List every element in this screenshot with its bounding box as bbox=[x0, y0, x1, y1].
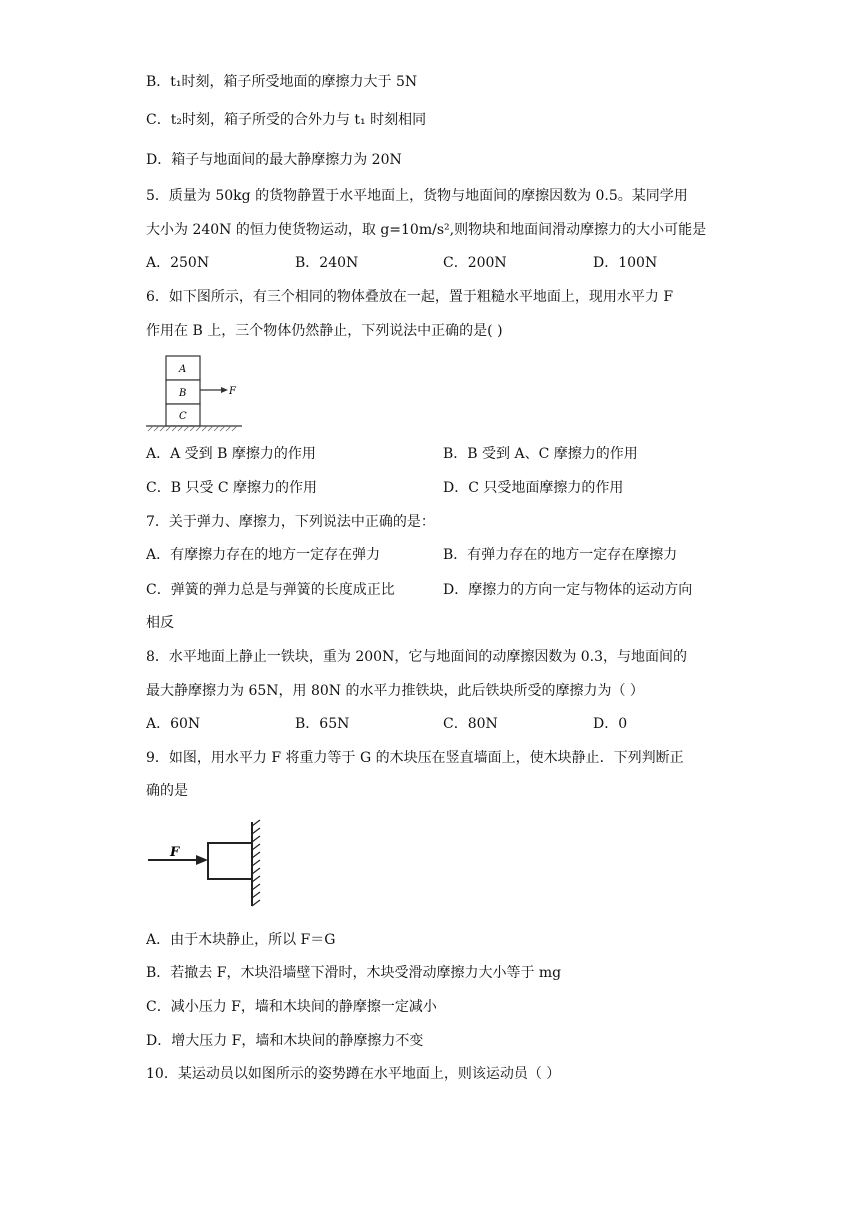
q8-option-a: A．60N bbox=[146, 716, 201, 732]
block-b-label: B bbox=[179, 388, 187, 399]
q9-option-d: D．增大压力 F，墙和木块间的静摩擦力不变 bbox=[146, 1033, 424, 1049]
q4-option-d: D．箱子与地面间的最大静摩擦力为 20N bbox=[146, 152, 402, 168]
q7-stem: 7．关于弹力、摩擦力，下列说法中正确的是： bbox=[146, 514, 435, 530]
block-c-label: C bbox=[179, 411, 187, 422]
q8-option-b: B．65N bbox=[295, 716, 350, 732]
q6-option-a: A．A 受到 B 摩擦力的作用 bbox=[146, 446, 316, 462]
q9-option-a: A．由于木块静止，所以 F＝G bbox=[146, 932, 336, 948]
q6-option-d: D．C 只受地面摩擦力的作用 bbox=[443, 480, 624, 496]
q6-option-c: C．B 只受 C 摩擦力的作用 bbox=[146, 480, 318, 496]
q5-option-b: B．240N bbox=[295, 255, 359, 271]
q6-stem-line1: 6．如下图所示，有三个相同的物体叠放在一起，置于粗糙水平地面上，现用水平力 F bbox=[146, 289, 674, 305]
q10-stem: 10．某运动员以如图所示的姿势蹲在水平地面上，则该运动员（ ） bbox=[146, 1066, 561, 1082]
q4-option-b: B．t₁时刻，箱子所受地面的摩擦力大于 5N bbox=[146, 74, 418, 90]
wall-hatching bbox=[252, 820, 260, 906]
q7-option-a: A．有摩擦力存在的地方一定存在弹力 bbox=[146, 547, 381, 563]
q5-stem-line1: 5．质量为 50kg 的货物静置于水平地面上，货物与地面间的摩擦因数为 0.5。某同学用 bbox=[146, 188, 688, 204]
force-f-label: F bbox=[170, 845, 180, 860]
q9-stem-line2: 确的是 bbox=[146, 783, 188, 799]
block-against-wall-figure bbox=[146, 818, 270, 910]
wooden-block bbox=[208, 843, 252, 879]
q8-stem-line2: 最大静摩擦力为 65N，用 80N 的水平力推铁块，此后铁块所受的摩擦力为（ ） bbox=[146, 683, 644, 699]
q7-option-d-continuation: 相反 bbox=[146, 615, 174, 631]
q5-option-c: C．200N bbox=[443, 255, 507, 271]
q5-option-a: A．250N bbox=[146, 255, 210, 271]
force-arrow-head bbox=[221, 387, 228, 393]
q9-stem-line1: 9．如图，用水平力 F 将重力等于 G 的木块压在竖直墙面上，使木块静止．下列判断正 bbox=[146, 750, 684, 766]
q9-option-b: B．若撤去 F，木块沿墙壁下滑时，木块受滑动摩擦力大小等于 mg bbox=[146, 965, 562, 981]
q6-option-b: B．B 受到 A、C 摩擦力的作用 bbox=[443, 446, 638, 462]
q5-stem-line2: 大小为 240N 的恒力使货物运动，取 g=10m/s²,则物块和地面间滑动摩擦力的大小可能是 bbox=[146, 222, 707, 238]
q7-option-b: B．有弹力存在的地方一定存在摩擦力 bbox=[443, 547, 678, 563]
ground-hatching bbox=[148, 426, 237, 431]
stacked-blocks-figure bbox=[144, 350, 244, 436]
force-f-label: F bbox=[229, 386, 236, 397]
q6-stem-line2: 作用在 B 上，三个物体仍然静止，下列说法中正确的是( ) bbox=[146, 323, 503, 339]
q7-option-c: C．弹簧的弹力总是与弹簧的长度成正比 bbox=[146, 582, 395, 598]
block-a-label: A bbox=[179, 364, 187, 375]
q8-option-d: D．0 bbox=[593, 716, 628, 732]
force-arrow-head bbox=[196, 855, 208, 865]
q5-option-d: D．100N bbox=[593, 255, 658, 271]
q8-stem-line1: 8．水平地面上静止一铁块，重为 200N，它与地面间的动摩擦因数为 0.3，与地面间的 bbox=[146, 649, 688, 665]
q8-option-c: C．80N bbox=[443, 716, 498, 732]
q7-option-d: D．摩擦力的方向一定与物体的运动方向 bbox=[443, 582, 693, 598]
q4-option-c: C．t₂时刻，箱子所受的合外力与 t₁ 时刻相同 bbox=[146, 112, 427, 128]
q9-option-c: C．减小压力 F，墙和木块间的静摩擦一定减小 bbox=[146, 999, 437, 1015]
